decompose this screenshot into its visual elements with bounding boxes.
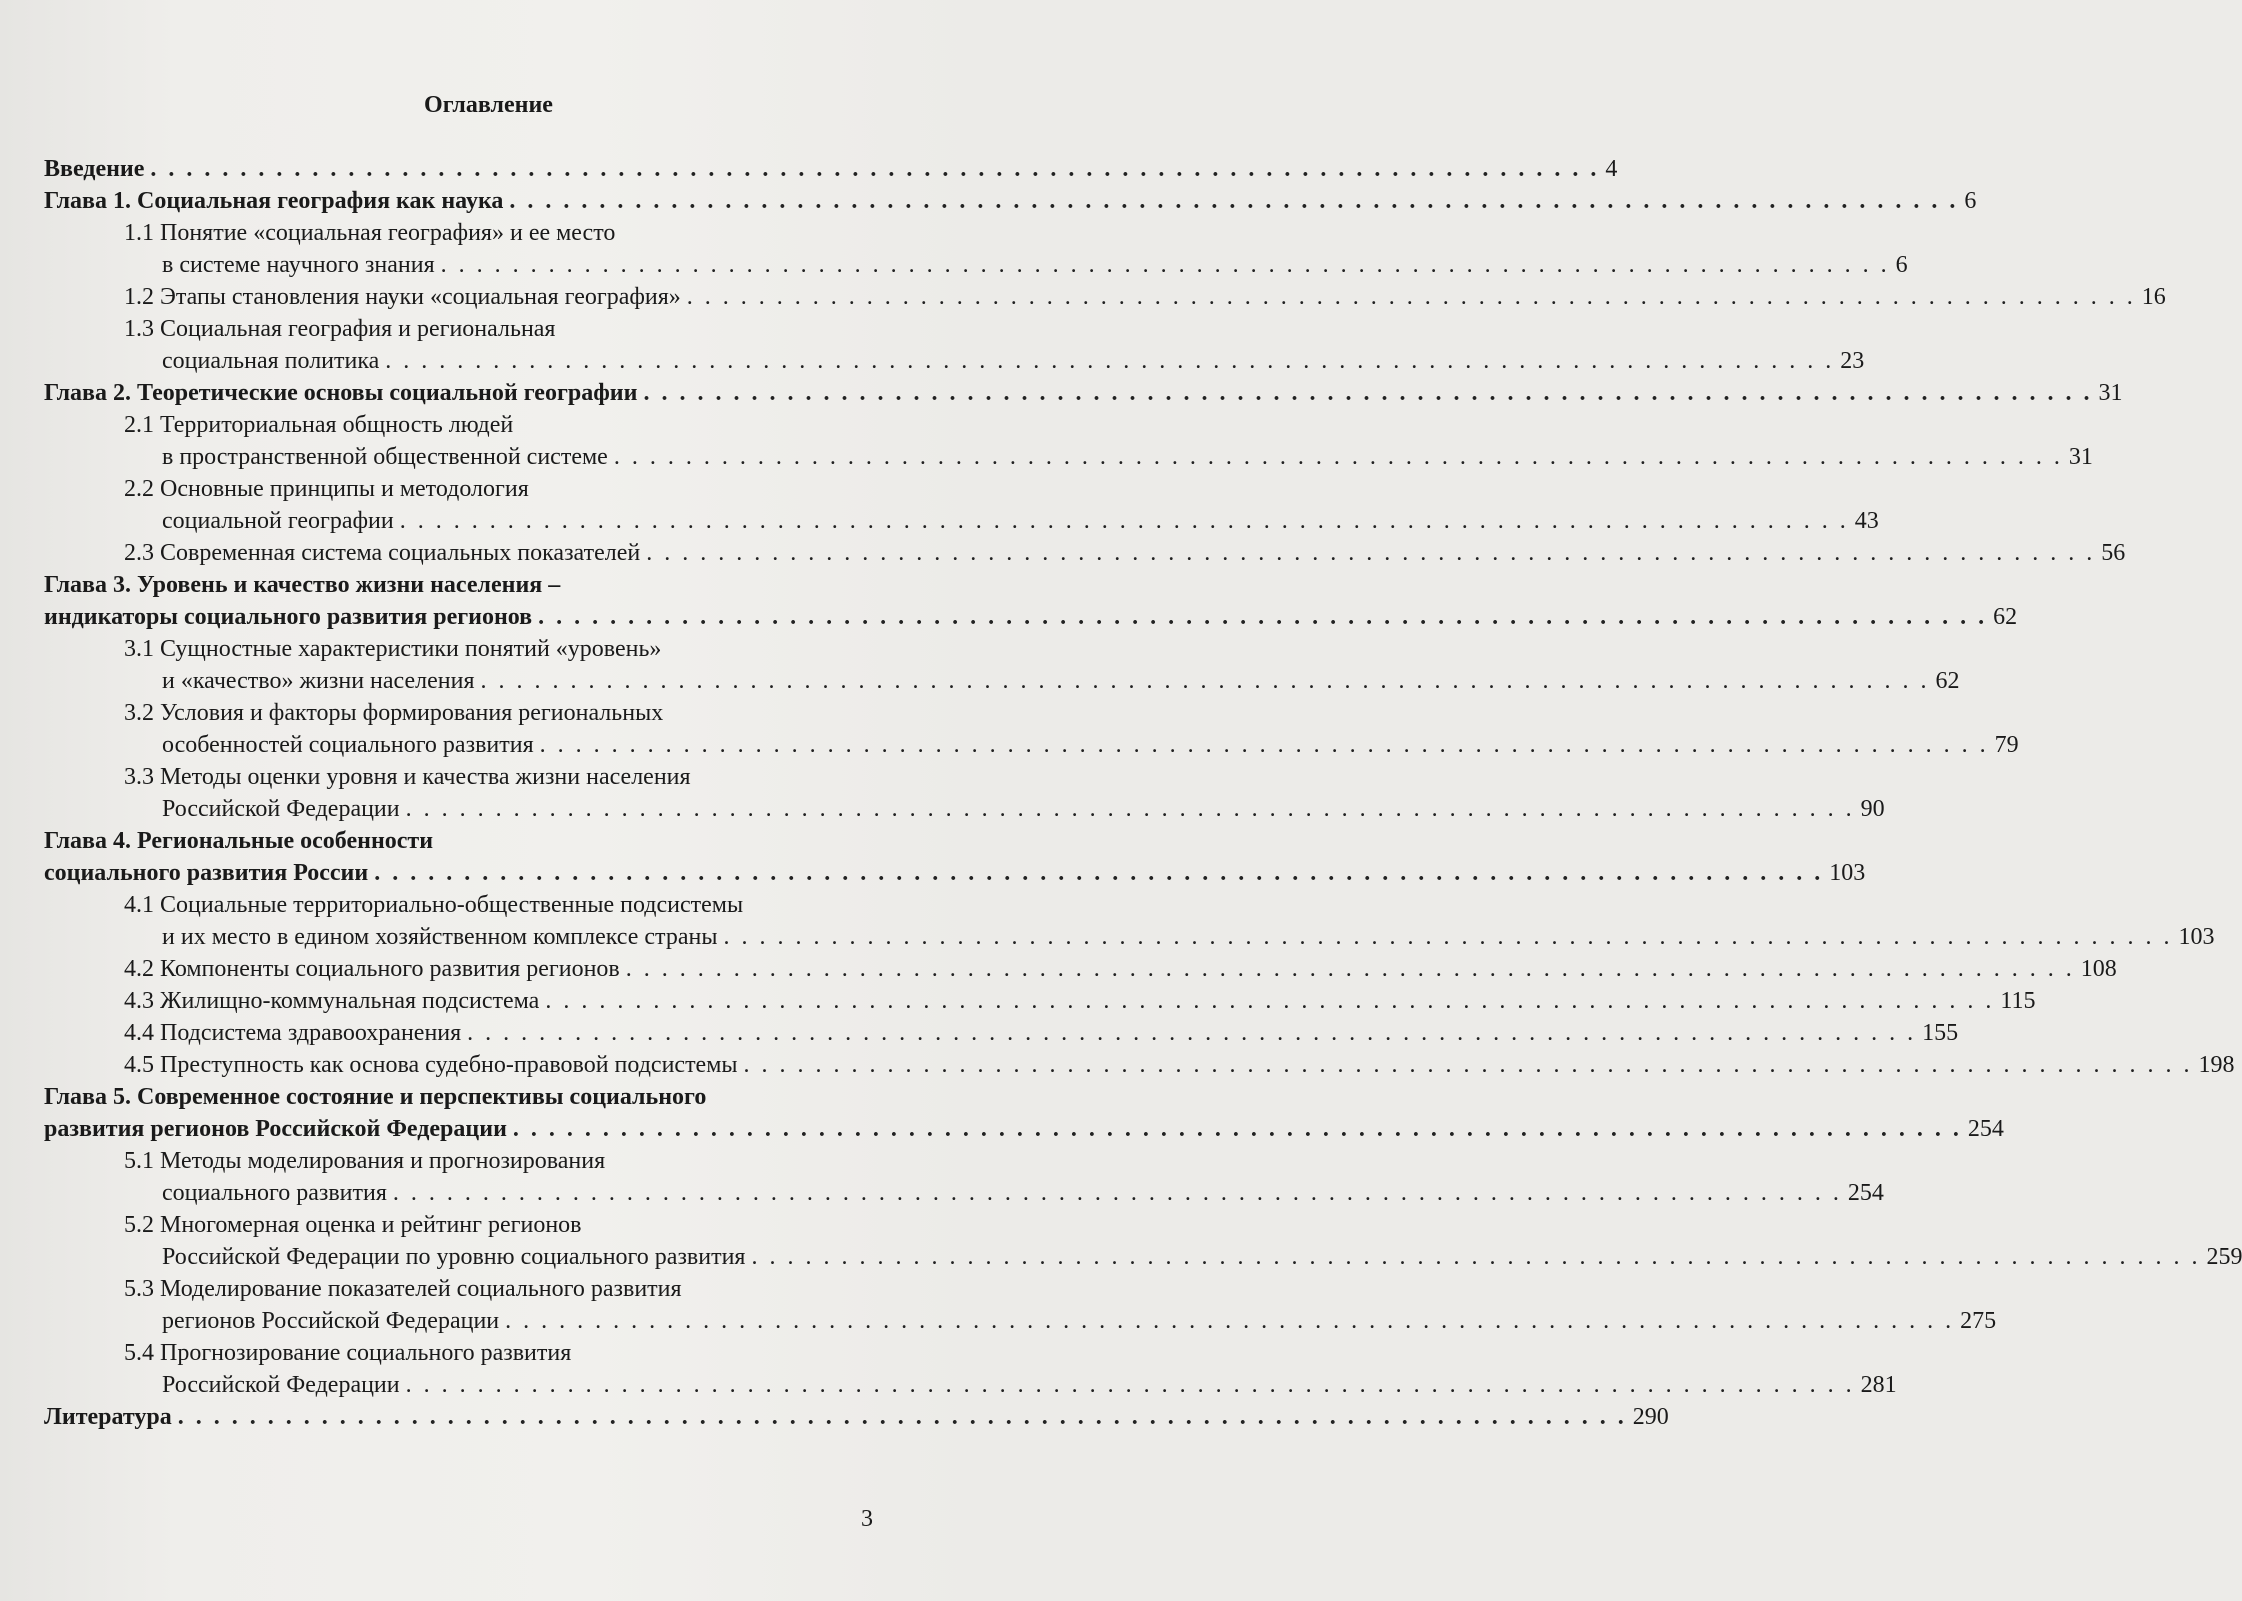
- toc-leader-dots: . . . . . . . . . . . . . . . . . . . . . . . . . . . . . . . . . . . . . . . . . . . . . . . . . . . . . . . . . . . . . . . . . . . . . . . . . . . . . . . . .: [723, 924, 2173, 950]
- toc-page-number: 16: [2141, 284, 2166, 310]
- toc-entry-title: в системе научного знания: [162, 252, 435, 278]
- toc-page-number: 290: [1632, 1404, 1669, 1430]
- toc-section-entry-continued: [44, 729, 2019, 761]
- toc-entry-title: Российской Федерации: [162, 796, 400, 822]
- toc-section-entry: [44, 1273, 877, 1305]
- toc-leader-dots: . . . . . . . . . . . . . . . . . . . . . . . . . . . . . . . . . . . . . . . . . . . . . . . . . . . . . . . . . . . . . . . . . . . . . . . . . . . . . . . . .: [177, 1404, 1627, 1430]
- toc-leader-dots: . . . . . . . . . . . . . . . . . . . . . . . . . . . . . . . . . . . . . . . . . . . . . . . . . . . . . . . . . . . . . . . . . . . . . . . . . . . . . . . . .: [385, 348, 1835, 374]
- toc-leader-dots: . . . . . . . . . . . . . . . . . . . . . . . . . . . . . . . . . . . . . . . . . . . . . . . . . . . . . . . . . . . . . . . . . . . . . . . . . . . . . . . . .: [545, 988, 1995, 1014]
- toc-page-number: 4: [1605, 156, 1618, 182]
- toc-page-number: 62: [1993, 604, 2018, 630]
- toc-page-number: 254: [1847, 1180, 1884, 1206]
- toc-page-number: 43: [1854, 508, 1879, 534]
- toc-entry-title: Глава 3. Уровень и качество жизни населения –: [44, 572, 561, 598]
- table-of-contents: [44, 153, 2242, 1433]
- toc-leader-dots: . . . . . . . . . . . . . . . . . . . . . . . . . . . . . . . . . . . . . . . . . . . . . . . . . . . . . . . . . . . . . . . . . . . . . . . . . . . . . . . . .: [374, 860, 1824, 886]
- toc-leader-dots: . . . . . . . . . . . . . . . . . . . . . . . . . . . . . . . . . . . . . . . . . . . . . . . . . . . . . . . . . . . . . . . . . . . . . . . . . . . . . . . . .: [538, 604, 1988, 630]
- toc-section-entry-continued: [44, 665, 1960, 697]
- toc-page-number: 155: [1922, 1020, 1959, 1046]
- toc-leader-dots: . . . . . . . . . . . . . . . . . . . . . . . . . . . . . . . . . . . . . . . . . . . . . . . . . . . . . . . . . . . . . . . . . . . . . . . . . . . . . . . . .: [392, 1180, 1842, 1206]
- toc-section-entry: [44, 409, 877, 441]
- toc-page-number: 198: [2198, 1052, 2235, 1078]
- toc-section-entry: [44, 217, 877, 249]
- toc-section-entry-continued: [44, 1369, 1897, 1401]
- toc-leader-dots: . . . . . . . . . . . . . . . . . . . . . . . . . . . . . . . . . . . . . . . . . . . . . . . . . . . . . . . . . . . . . . . . . . . . . . . . . . . . . . . . .: [751, 1244, 2201, 1270]
- toc-entry-title: 2.3 Современная система социальных показателей: [124, 540, 641, 566]
- toc-leader-dots: . . . . . . . . . . . . . . . . . . . . . . . . . . . . . . . . . . . . . . . . . . . . . . . . . . . . . . . . . . . . . . . . . . . . . . . . . . . . . . . . .: [405, 1372, 1855, 1398]
- toc-entry-title: 4.1 Социальные территориально-общественные подсистемы: [124, 892, 744, 918]
- toc-page-number: 275: [1960, 1308, 1997, 1334]
- toc-page-number: 31: [2098, 380, 2123, 406]
- toc-page-number: 56: [2101, 540, 2126, 566]
- toc-entry-title: 3.2 Условия и факторы формирования региональных: [124, 700, 664, 726]
- toc-entry-title: особенностей социального развития: [162, 732, 534, 758]
- toc-section-entry-continued: [44, 505, 1879, 537]
- toc-section-entry: [44, 281, 2166, 313]
- toc-entry-title: Глава 4. Региональные особенности: [44, 828, 434, 854]
- toc-page-number: 115: [2000, 988, 2036, 1014]
- toc-entry-title: 5.2 Многомерная оценка и рейтинг регионов: [124, 1212, 582, 1238]
- toc-entry-title: Введение: [44, 156, 145, 182]
- toc-section-entry-continued: [44, 793, 1885, 825]
- toc-chapter-entry-continued: [44, 1113, 2004, 1145]
- toc-section-entry-continued: [44, 1241, 2242, 1273]
- toc-entry-title: в пространственной общественной системе: [162, 444, 608, 470]
- toc-leader-dots: . . . . . . . . . . . . . . . . . . . . . . . . . . . . . . . . . . . . . . . . . . . . . . . . . . . . . . . . . . . . . . . . . . . . . . . . . . . . . . . . .: [539, 732, 1989, 758]
- toc-entry-title: 3.1 Сущностные характеристики понятий «уровень»: [124, 636, 662, 662]
- toc-entry-title: 3.3 Методы оценки уровня и качества жизни населения: [124, 764, 691, 790]
- toc-chapter-entry: [44, 569, 877, 601]
- toc-page-number: 62: [1935, 668, 1960, 694]
- toc-page-number: 281: [1860, 1372, 1897, 1398]
- toc-leader-dots: . . . . . . . . . . . . . . . . . . . . . . . . . . . . . . . . . . . . . . . . . . . . . . . . . . . . . . . . . . . . . . . . . . . . . . . . . . . . . . . . .: [743, 1052, 2193, 1078]
- toc-leader-dots: . . . . . . . . . . . . . . . . . . . . . . . . . . . . . . . . . . . . . . . . . . . . . . . . . . . . . . . . . . . . . . . . . . . . . . . . . . . . . . . . .: [512, 1116, 1962, 1142]
- toc-leader-dots: . . . . . . . . . . . . . . . . . . . . . . . . . . . . . . . . . . . . . . . . . . . . . . . . . . . . . . . . . . . . . . . . . . . . . . . . . . . . . . . . .: [505, 1308, 1955, 1334]
- toc-entry-title: Глава 2. Теоретические основы социальной географии: [44, 380, 638, 406]
- toc-entry-title: Глава 5. Современное состояние и перспективы социального: [44, 1084, 707, 1110]
- toc-chapter-entry: [44, 185, 1977, 217]
- toc-entry-title: социального развития России: [44, 860, 369, 886]
- toc-entry-title: 5.1 Методы моделирования и прогнозирования: [124, 1148, 606, 1174]
- toc-section-entry: [44, 889, 877, 921]
- toc-section-entry: [44, 1017, 1959, 1049]
- toc-chapter-entry: [44, 825, 877, 857]
- toc-page-number: 6: [1964, 188, 1977, 214]
- toc-chapter-entry-continued: [44, 857, 1866, 889]
- toc-chapter-entry: [44, 1081, 877, 1113]
- toc-section-entry-continued: [44, 441, 2093, 473]
- toc-entry-title: социальная политика: [162, 348, 380, 374]
- toc-leader-dots: . . . . . . . . . . . . . . . . . . . . . . . . . . . . . . . . . . . . . . . . . . . . . . . . . . . . . . . . . . . . . . . . . . . . . . . . . . . . . . . . .: [440, 252, 1890, 278]
- toc-entry-title: Российской Федерации: [162, 1372, 400, 1398]
- toc-section-entry: [44, 537, 2126, 569]
- toc-leader-dots: . . . . . . . . . . . . . . . . . . . . . . . . . . . . . . . . . . . . . . . . . . . . . . . . . . . . . . . . . . . . . . . . . . . . . . . . . . . . . . . . .: [480, 668, 1930, 694]
- toc-chapter-entry: [44, 153, 1618, 185]
- toc-section-entry-continued: [44, 921, 2215, 953]
- toc-entry-title: 1.2 Этапы становления науки «социальная география»: [124, 284, 681, 310]
- toc-entry-title: 2.2 Основные принципы и методология: [124, 476, 529, 502]
- toc-entry-title: 4.2 Компоненты социального развития регионов: [124, 956, 620, 982]
- toc-entry-title: 4.3 Жилищно-коммунальная подсистема: [124, 988, 540, 1014]
- toc-page-number: 103: [1829, 860, 1866, 886]
- toc-entry-title: 4.5 Преступность как основа судебно-правовой подсистемы: [124, 1052, 738, 1078]
- toc-entry-title: Литература: [44, 1404, 172, 1430]
- toc-section-entry: [44, 953, 2117, 985]
- toc-chapter-entry-continued: [44, 601, 2018, 633]
- toc-section-entry: [44, 1145, 877, 1177]
- toc-chapter-entry: [44, 1401, 1669, 1433]
- toc-chapter-entry: [44, 377, 2123, 409]
- toc-page-number: 6: [1895, 252, 1908, 278]
- toc-entry-title: 4.4 Подсистема здравоохранения: [124, 1020, 462, 1046]
- toc-entry-title: индикаторы социального развития регионов: [44, 604, 533, 630]
- toc-section-entry: [44, 313, 877, 345]
- toc-entry-title: Глава 1. Социальная география как наука: [44, 188, 504, 214]
- toc-section-entry: [44, 1337, 877, 1369]
- toc-leader-dots: . . . . . . . . . . . . . . . . . . . . . . . . . . . . . . . . . . . . . . . . . . . . . . . . . . . . . . . . . . . . . . . . . . . . . . . . . . . . . . . . .: [509, 188, 1959, 214]
- toc-entry-title: Российской Федерации по уровню социального развития: [162, 1244, 746, 1270]
- toc-page-number: 259: [2206, 1244, 2242, 1270]
- toc-page-number: 31: [2068, 444, 2093, 470]
- toc-page-number: 103: [2178, 924, 2215, 950]
- toc-entry-title: 5.3 Моделирование показателей социального развития: [124, 1276, 682, 1302]
- toc-leader-dots: . . . . . . . . . . . . . . . . . . . . . . . . . . . . . . . . . . . . . . . . . . . . . . . . . . . . . . . . . . . . . . . . . . . . . . . . . . . . . . . . .: [150, 156, 1600, 182]
- toc-page-number: 23: [1840, 348, 1865, 374]
- toc-section-entry: [44, 697, 877, 729]
- toc-section-entry: [44, 633, 877, 665]
- toc-section-entry: [44, 1049, 2235, 1081]
- toc-entry-title: 2.1 Территориальная общность людей: [124, 412, 514, 438]
- toc-section-entry-continued: [44, 1305, 1997, 1337]
- toc-leader-dots: . . . . . . . . . . . . . . . . . . . . . . . . . . . . . . . . . . . . . . . . . . . . . . . . . . . . . . . . . . . . . . . . . . . . . . . . . . . . . . . . .: [643, 380, 2093, 406]
- page-number: 3: [861, 1506, 873, 1532]
- toc-entry-title: и их место в едином хозяйственном комплексе страны: [162, 924, 718, 950]
- toc-section-entry-continued: [44, 1177, 1884, 1209]
- toc-entry-title: 1.1 Понятие «социальная география» и ее место: [124, 220, 616, 246]
- toc-leader-dots: . . . . . . . . . . . . . . . . . . . . . . . . . . . . . . . . . . . . . . . . . . . . . . . . . . . . . . . . . . . . . . . . . . . . . . . . . . . . . . . . .: [613, 444, 2063, 470]
- toc-entry-title: регионов Российской Федерации: [162, 1308, 500, 1334]
- toc-section-entry-continued: [44, 249, 1908, 281]
- toc-section-entry: [44, 761, 877, 793]
- toc-title: Оглавление: [424, 92, 553, 118]
- toc-entry-title: 5.4 Прогнозирование социального развития: [124, 1340, 572, 1366]
- toc-leader-dots: . . . . . . . . . . . . . . . . . . . . . . . . . . . . . . . . . . . . . . . . . . . . . . . . . . . . . . . . . . . . . . . . . . . . . . . . . . . . . . . . .: [467, 1020, 1917, 1046]
- toc-entry-title: социального развития: [162, 1180, 387, 1206]
- toc-leader-dots: . . . . . . . . . . . . . . . . . . . . . . . . . . . . . . . . . . . . . . . . . . . . . . . . . . . . . . . . . . . . . . . . . . . . . . . . . . . . . . . . .: [686, 284, 2136, 310]
- toc-entry-title: социальной географии: [162, 508, 394, 534]
- toc-section-entry: [44, 985, 2036, 1017]
- toc-page-number: 108: [2080, 956, 2117, 982]
- toc-entry-title: и «качество» жизни населения: [162, 668, 475, 694]
- toc-leader-dots: . . . . . . . . . . . . . . . . . . . . . . . . . . . . . . . . . . . . . . . . . . . . . . . . . . . . . . . . . . . . . . . . . . . . . . . . . . . . . . . . .: [405, 796, 1855, 822]
- toc-leader-dots: . . . . . . . . . . . . . . . . . . . . . . . . . . . . . . . . . . . . . . . . . . . . . . . . . . . . . . . . . . . . . . . . . . . . . . . . . . . . . . . . .: [399, 508, 1849, 534]
- toc-page-number: 79: [1994, 732, 2019, 758]
- toc-leader-dots: . . . . . . . . . . . . . . . . . . . . . . . . . . . . . . . . . . . . . . . . . . . . . . . . . . . . . . . . . . . . . . . . . . . . . . . . . . . . . . . . .: [646, 540, 2096, 566]
- toc-section-entry: [44, 473, 877, 505]
- toc-leader-dots: . . . . . . . . . . . . . . . . . . . . . . . . . . . . . . . . . . . . . . . . . . . . . . . . . . . . . . . . . . . . . . . . . . . . . . . . . . . . . . . . .: [625, 956, 2075, 982]
- toc-section-entry-continued: [44, 345, 1865, 377]
- toc-page-number: 90: [1860, 796, 1885, 822]
- toc-entry-title: 1.3 Социальная география и региональная: [124, 316, 556, 342]
- toc-entry-title: развития регионов Российской Федерации: [44, 1116, 507, 1142]
- toc-page-number: 254: [1967, 1116, 2004, 1142]
- toc-section-entry: [44, 1209, 877, 1241]
